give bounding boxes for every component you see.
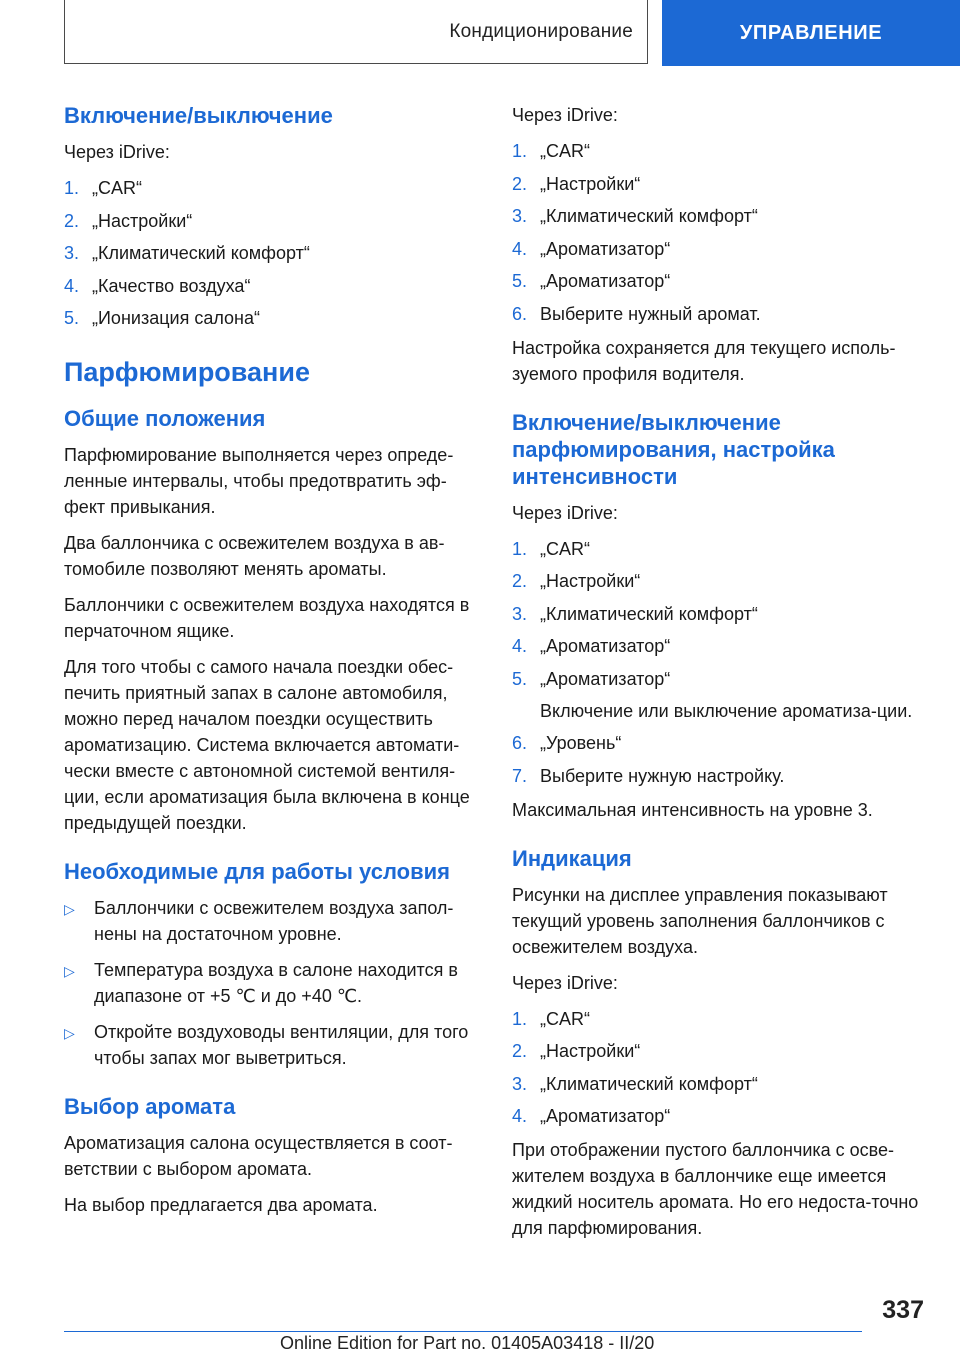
step-text: „Настройки“	[92, 210, 193, 231]
step-text: „Ароматизатор“	[540, 636, 671, 656]
heading-intensity: Включение/выключение парфюмирования, настройка интенсивности	[512, 409, 835, 489]
step-text: Выберите нужный аромат.	[540, 303, 761, 324]
indication-steps	[512, 1006, 922, 1130]
step-number: 1.	[512, 538, 528, 559]
general-paragraph-3: Баллончики с освежителем воздуха находятся в перчаточном ящике.	[64, 595, 470, 641]
list-item	[512, 1071, 922, 1097]
intensity-note: Максимальная интенсивность на уровне 3.	[512, 799, 873, 820]
step-number: 1.	[512, 1008, 528, 1029]
indication-paragraph-2: При отображении пустого баллончика с осве-жителем воздуха в баллончике еще имеется жидкий носитель аромата. Но его недоста-точно для парфюмирования.	[512, 1140, 919, 1238]
step-text: „CAR“	[540, 538, 590, 559]
step-text: „Настройки“	[540, 571, 641, 591]
step-number: 1.	[512, 141, 528, 161]
list-item	[512, 763, 922, 789]
step-text: „Климатический комфорт“	[540, 206, 758, 226]
step-text-with-sub	[540, 666, 922, 724]
indication-intro: Через iDrive:	[512, 972, 618, 993]
chapter-tab: УПРАВЛЕНИЕ	[662, 0, 960, 66]
list-item	[512, 236, 922, 262]
list-item	[512, 730, 922, 756]
step-number: 1.	[64, 178, 80, 198]
list-item	[512, 568, 922, 594]
step-text: „Настройки“	[540, 1041, 641, 1061]
list-item	[512, 601, 922, 627]
step-text: Выберите нужную настройку.	[540, 765, 785, 786]
heading-indication: Индикация	[512, 845, 632, 871]
heading-conditions: Необходимые для работы условия	[64, 859, 450, 884]
triangle-bullet-icon: ▷	[64, 1025, 75, 1041]
list-item	[512, 171, 922, 197]
choose-steps	[512, 138, 922, 327]
triangle-bullet-icon: ▷	[64, 963, 75, 979]
list-item	[512, 1006, 922, 1032]
list-item	[64, 208, 478, 234]
step-text: „Качество воздуха“	[92, 275, 251, 296]
list-item	[512, 666, 922, 724]
indication-paragraph-1: Рисунки на дисплее управления показывают текущий уровень заполнения баллончиков с освежителем воздуха.	[512, 884, 888, 957]
list-item	[512, 203, 922, 229]
step-text: „CAR“	[540, 1008, 590, 1029]
heading-general: Общие положения	[64, 406, 266, 431]
step-number: 2.	[512, 173, 528, 194]
step-text: „Климатический комфорт“	[540, 1073, 758, 1094]
list-item	[512, 633, 922, 659]
step-number: 4.	[512, 636, 528, 656]
step-number: 2.	[64, 210, 80, 231]
list-item	[64, 305, 478, 331]
step-number: 5.	[512, 668, 528, 689]
condition-text: Откройте воздуховоды вентиляции, для того чтобы запах мог выветриться.	[94, 1022, 469, 1068]
list-item	[64, 175, 478, 201]
step-text: „Ароматизатор“	[540, 271, 671, 291]
intensity-intro: Через iDrive:	[512, 502, 618, 523]
step-text: „Уровень“	[540, 733, 622, 753]
step-number: 5.	[512, 271, 528, 291]
step-number: 4.	[64, 275, 80, 296]
step-number: 4.	[512, 1106, 528, 1126]
footer-edition: Online Edition for Part no. 01405A03418 - II/20	[280, 1333, 655, 1353]
list-item	[64, 957, 478, 1009]
step-number: 3.	[64, 243, 80, 263]
general-paragraph-1: Парфюмирование выполняется через опреде-ленные интервалы, чтобы предотвратить эф-фект привыкания.	[64, 445, 454, 517]
list-item	[64, 273, 478, 299]
step-number: 3.	[512, 1073, 528, 1094]
list-item	[64, 1019, 478, 1071]
list-item	[64, 240, 478, 266]
section-title: Кондиционирование	[449, 20, 633, 42]
list-item	[512, 536, 922, 562]
general-paragraph-2: Два баллончика с освежителем воздуха в ав-томобиле позволяют менять ароматы.	[64, 533, 445, 579]
footer-divider	[64, 1331, 862, 1332]
intensity-steps	[512, 536, 922, 789]
list-item	[512, 1103, 922, 1129]
step-number: 6.	[512, 303, 528, 324]
step-text: „Ионизация салона“	[92, 308, 260, 328]
condition-text: Баллончики с освежителем воздуха запол-нены на достаточном уровне.	[94, 898, 454, 944]
choose-paragraph-1: Ароматизация салона осуществляется в соот-ветствии с выбором аромата.	[64, 1133, 453, 1179]
list-item	[512, 268, 922, 294]
step-text: „Климатический комфорт“	[540, 603, 758, 624]
page-number: 337	[882, 1296, 924, 1324]
left-column	[64, 102, 478, 1228]
step-subtext: Включение или выключение ароматиза-ции.	[540, 700, 913, 721]
conditions-list	[64, 895, 478, 1071]
condition-text: Температура воздуха в салоне находится в диапазоне от +5 ℃ и до +40 ℃.	[94, 960, 458, 1006]
heading-perfume: Парфюмирование	[64, 357, 310, 387]
onoff-intro: Через iDrive:	[64, 142, 170, 162]
step-number: 3.	[512, 603, 528, 624]
right-column	[512, 102, 922, 1251]
step-text: „Настройки“	[540, 173, 641, 194]
step-text: „CAR“	[92, 178, 142, 198]
onoff-steps	[64, 175, 478, 331]
general-paragraph-4: Для того чтобы с самого начала поездки обес-печить приятный запах в салоне автомобиля, можно перед началом поездки осуществить ароматизацию. Система включается автомати-чески вместе с автономной системой вентиля-ции, если ароматизация была включена в конце предыдущей поездки.	[64, 657, 470, 833]
list-item	[512, 1038, 922, 1064]
step-number: 5.	[64, 308, 80, 328]
list-item	[512, 301, 922, 327]
list-item	[64, 895, 478, 947]
step-text: „CAR“	[540, 141, 590, 161]
header-section-box	[64, 0, 648, 64]
step-text: „Ароматизатор“	[540, 1106, 671, 1126]
triangle-bullet-icon: ▷	[64, 901, 75, 917]
step-number: 2.	[512, 1041, 528, 1061]
choose-note: Настройка сохраняется для текущего исполь-зуемого профиля водителя.	[512, 337, 896, 384]
heading-onoff: Включение/выключение	[64, 103, 333, 128]
step-number: 3.	[512, 206, 528, 226]
step-number: 7.	[512, 765, 528, 786]
step-number: 6.	[512, 733, 528, 753]
choose-intro: Через iDrive:	[512, 105, 618, 125]
choose-paragraph-2: На выбор предлагается два аромата.	[64, 1195, 378, 1215]
step-text: „Ароматизатор“	[540, 238, 671, 259]
step-text: „Ароматизатор“	[540, 668, 671, 689]
step-number: 4.	[512, 238, 528, 259]
step-number: 2.	[512, 571, 528, 591]
step-text: „Климатический комфорт“	[92, 243, 310, 263]
list-item	[512, 138, 922, 164]
heading-choose: Выбор аромата	[64, 1094, 236, 1119]
